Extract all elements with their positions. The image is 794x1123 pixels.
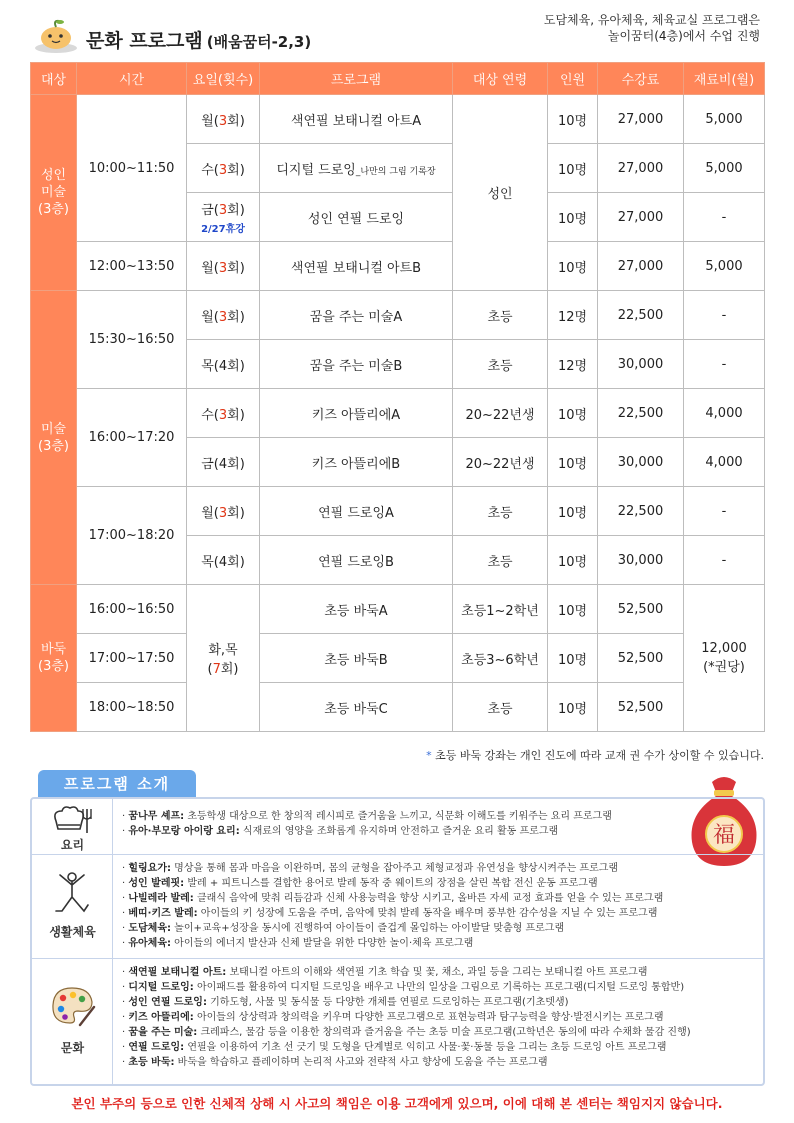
category-text: 바둑: [40, 642, 67, 657]
fee-cell: 30,000: [598, 536, 684, 585]
col-header: 시간: [77, 63, 187, 95]
list-item: · 나빌레라 발레: 클래식 음악에 맞춰 리듬감과 신체 사용능력을 향상 시키고, 올바른 자세 교정 효과를 얻을 수 있는 프로그램: [122, 893, 664, 904]
material-cell: -: [684, 487, 765, 536]
material-cell: 5,000: [684, 144, 765, 193]
list-item: · 유아체육: 아이들의 에너지 발산과 신체 발달을 위한 다양한 놀이·체육 프로그램: [122, 938, 474, 949]
item-desc: 식재료의 영양을 조화롭게 유지하며 안전하고 즐거운 요리 활동 프로그램: [239, 826, 559, 837]
age-cell: 20~22년생: [453, 438, 548, 487]
fee-cell: 27,000: [598, 242, 684, 291]
item-desc: 연필을 이용하여 기초 선 긋기 및 도형을 단계별로 익히고 사물·꽃·동물 등을 그리는 초등 드로잉 아트 프로그램: [184, 1042, 667, 1053]
material-cell: 5,000: [684, 95, 765, 144]
material-note: (*권당): [703, 660, 745, 675]
fee-cell: 27,000: [598, 193, 684, 242]
item-desc: 보태니컬 아트의 이해와 색연필 기초 학습 및 꽃, 채소, 과일 등을 그리는 보태니컬 아트 프로그램: [226, 967, 648, 978]
time-cell: 17:00~18:20: [77, 487, 187, 585]
day-cell: 목(4회): [187, 340, 260, 389]
intro-section-cooking: [32, 799, 763, 855]
fee-cell: 22,500: [598, 291, 684, 340]
material-cell: 4,000: [684, 389, 765, 438]
chef-hat-icon: [50, 805, 94, 835]
cooking-label: 요리: [60, 838, 85, 852]
people-cell: 10명: [548, 144, 598, 193]
life-sports-list: [122, 861, 663, 951]
count-text: 7: [212, 662, 221, 677]
fee-cell: 22,500: [598, 487, 684, 536]
item-name: 초등 바둑:: [128, 1057, 175, 1068]
count-text: 3: [218, 113, 228, 129]
item-desc: 바둑을 학습하고 플레이하며 논리적 사고와 전략적 사고 향상에 도움을 주는 프로그램: [174, 1057, 548, 1068]
count-text: 3: [218, 407, 228, 423]
program-text: 디지털 드로잉: [276, 162, 356, 178]
bag-character: 福: [712, 823, 736, 848]
fee-cell: 52,500: [598, 683, 684, 732]
fee-cell: 52,500: [598, 634, 684, 683]
program-cell: 초등 바둑C: [260, 683, 453, 732]
table-row: [31, 95, 765, 144]
life-sports-icon-cell: [32, 855, 113, 958]
culture-icon-cell: [32, 959, 113, 1084]
day-cell: 화,목 (7회): [187, 585, 260, 732]
people-cell: 10명: [548, 585, 598, 634]
program-cell: 꿈을 주는 미술B: [260, 340, 453, 389]
liability-warning: 본인 부주의 등으로 인한 신체적 상해 시 사고의 책임은 이용 고객에게 있으며, 이에 대해 본 센터는 책임지지 않습니다.: [71, 1096, 723, 1111]
list-item: · 성인 발레핏: 발레 + 피트니스를 결합한 용어로 발레 동작 중 웨이트의 장점을 살린 복합 전신 운동 프로그램: [122, 878, 598, 889]
item-name: 꿈나무 셰프:: [128, 811, 185, 822]
people-cell: 10명: [548, 536, 598, 585]
table-row: [31, 242, 765, 291]
count-text: 4: [218, 456, 228, 472]
list-item: · 키즈 아뜰리에: 아이들의 상상력과 창의력을 키우며 다양한 프로그램으로 표현능력과 탐구능력을 향상·발전시키는 프로그램: [122, 1012, 664, 1023]
cooking-list: [122, 809, 612, 839]
item-name: 베띠·키즈 발레:: [128, 908, 198, 919]
item-name: 키즈 아뜰리에:: [128, 1012, 194, 1023]
table-header-row: [31, 63, 765, 95]
age-cell: 초등: [453, 536, 548, 585]
item-name: 꿈을 주는 미술:: [128, 1027, 198, 1038]
list-item: · 베띠·키즈 발레: 아이들의 키 성장에 도움을 주며, 음악에 맞춰 발레 동작을 배우며 풍부한 감수성을 지닐 수 있는 프로그램: [122, 908, 658, 919]
people-cell: 10명: [548, 634, 598, 683]
program-cell: 꿈을 주는 미술A: [260, 291, 453, 340]
table-row: [31, 585, 765, 634]
list-item: · 성인 연필 드로잉: 기하도형, 사물 및 동식물 등 다양한 개체를 연필로 드로잉하는 프로그램(기초뎃생): [122, 997, 569, 1008]
fee-cell: 30,000: [598, 438, 684, 487]
day-text: 수: [201, 407, 214, 423]
count-text: 3: [218, 505, 228, 521]
item-desc: 발레 + 피트니스를 결합한 용어로 발레 동작 중 웨이트의 장점을 살린 복합 전신 운동 프로그램: [184, 878, 598, 889]
item-desc: 크레파스, 물감 등을 이용한 창의력과 즐거움을 주는 초등 미술 프로그램(고학년은 동의에 따라 수채화 물감 진행): [197, 1027, 691, 1038]
baduk-footnote: [0, 747, 764, 763]
category-text: 미술: [40, 185, 67, 200]
people-cell: 10명: [548, 193, 598, 242]
category-text: 성인: [40, 168, 67, 183]
item-name: 도담체육:: [128, 923, 171, 934]
item-name: 연필 드로잉:: [128, 1042, 185, 1053]
age-cell: 초등3~6학년: [453, 634, 548, 683]
yoga-pose-icon: [54, 871, 90, 917]
age-cell: 초등1~2학년: [453, 585, 548, 634]
list-item: · 꿈나무 셰프: 초등학생 대상으로 한 창의적 레시피로 즐거움을 느끼고, 식문화 이해도를 키워주는 요리 프로그램: [122, 811, 612, 822]
day-cell: 금(4회): [187, 438, 260, 487]
fee-cell: 22,500: [598, 389, 684, 438]
list-item: · 힐링요가: 명상을 통해 몸과 마음을 이완하며, 몸의 균형을 잡아주고 체형교정과 유연성을 향상시켜주는 프로그램: [122, 863, 619, 874]
day-cell: 수(3회): [187, 389, 260, 438]
time-cell: 10:00~11:50: [77, 95, 187, 242]
list-item: · 꿈을 주는 미술: 크레파스, 물감 등을 이용한 창의력과 즐거움을 주는 초등 미술 프로그램(고학년은 동의에 따라 수채화 물감 진행): [122, 1027, 691, 1038]
category-text: (3층): [38, 438, 69, 454]
time-cell: 17:00~17:50: [77, 634, 187, 683]
day-text: 화,목: [208, 643, 238, 658]
title-main: 문화 프로그램: [86, 30, 203, 52]
day-text: 목: [201, 554, 214, 570]
count-text: 3: [218, 309, 228, 325]
program-cell: 색연필 보태니컬 아트B: [260, 242, 453, 291]
holiday-note: 2/27휴강: [201, 224, 245, 235]
item-name: 디지털 드로잉:: [128, 982, 194, 993]
intro-section-culture: [32, 959, 763, 1084]
item-name: 색연필 보태니컬 아트:: [128, 967, 227, 978]
program-cell: 키즈 아뜰리에A: [260, 389, 453, 438]
program-intro-tab: 프로그램 소개: [38, 770, 196, 798]
fee-cell: 27,000: [598, 144, 684, 193]
footnote-star: *: [426, 749, 432, 762]
col-header: 대상 연령: [453, 63, 548, 95]
col-header: 요일(횟수): [187, 63, 260, 95]
item-desc: 명상을 통해 몸과 마음을 이완하며, 몸의 균형을 잡아주고 체형교정과 유연성을 향상시켜주는 프로그램: [171, 863, 619, 874]
item-desc: 기하도형, 사물 및 동식물 등 다양한 개체를 연필로 드로잉하는 프로그램(기초뎃생): [206, 997, 569, 1008]
table-row: [31, 389, 765, 438]
age-cell: 초등: [453, 487, 548, 536]
col-header: 인원: [548, 63, 598, 95]
day-cell: 월(3회): [187, 242, 260, 291]
time-cell: 16:00~17:20: [77, 389, 187, 487]
table-row: [31, 291, 765, 340]
list-item: · 도담체육: 놀이+교육+성장을 동시에 진행하여 아이들이 즐겁게 몰입하는 아이발달 맞춤형 프로그램: [122, 923, 565, 934]
material-cell: -: [684, 193, 765, 242]
table-row: [31, 683, 765, 732]
day-text: 월: [201, 113, 214, 129]
day-text: 월: [201, 260, 214, 276]
table-row: [31, 487, 765, 536]
list-item: · 디지털 드로잉: 아이패드를 활용하여 디지털 드로잉을 배우고 나만의 일상을 그림으로 기록하는 프로그램(디지털 드로잉 통합반): [122, 982, 685, 993]
item-desc: 초등학생 대상으로 한 창의적 레시피로 즐거움을 느끼고, 식문화 이해도를 키워주는 요리 프로그램: [184, 811, 612, 822]
time-cell: 15:30~16:50: [77, 291, 187, 389]
people-cell: 10명: [548, 389, 598, 438]
list-item: · 초등 바둑: 바둑을 학습하고 플레이하며 논리적 사고와 전략적 사고 향상에 도움을 주는 프로그램: [122, 1057, 548, 1068]
fee-cell: 30,000: [598, 340, 684, 389]
list-item: · 색연필 보태니컬 아트: 보태니컬 아트의 이해와 색연필 기초 학습 및 꽃, 채소, 과일 등을 그리는 보태니컬 아트 프로그램: [122, 967, 648, 978]
day-text: 월: [201, 505, 214, 521]
col-header: 재료비(월): [684, 63, 765, 95]
header-note-line2: 놀이꿈터(4층)에서 수업 진행: [607, 29, 760, 43]
day-text: 목: [201, 358, 214, 374]
page-header: [0, 0, 794, 60]
item-name: 성인 발레핏:: [128, 878, 185, 889]
item-desc: 놀이+교육+성장을 동시에 진행하여 아이들이 즐겁게 몰입하는 아이발달 맞춤형 프로그램: [171, 923, 565, 934]
item-desc: 아이들의 상상력과 창의력을 키우며 다양한 프로그램으로 표현능력과 탐구능력을 향상·발전시키는 프로그램: [193, 1012, 664, 1023]
material-cell: 5,000: [684, 242, 765, 291]
age-cell: 초등: [453, 340, 548, 389]
item-name: 나빌레라 발레:: [128, 893, 194, 904]
list-item: · 유아·부모랑 아이랑 요리: 식재료의 영양을 조화롭게 유지하며 안전하고 즐거운 요리 활동 프로그램: [122, 826, 559, 837]
count-text: 4: [218, 554, 228, 570]
list-item: · 연필 드로잉: 연필을 이용하여 기초 선 긋기 및 도형을 단계별로 익히고 사물·꽃·동물 등을 그리는 초등 드로잉 아트 프로그램: [122, 1042, 667, 1053]
people-cell: 10명: [548, 487, 598, 536]
col-header: 대상: [31, 63, 77, 95]
age-cell: 성인: [453, 95, 548, 291]
col-header: 프로그램: [260, 63, 453, 95]
category-adult-art: [31, 95, 77, 291]
item-name: 유아체육:: [128, 938, 171, 949]
paint-palette-icon: [50, 985, 96, 1027]
program-cell: 성인 연필 드로잉: [260, 193, 453, 242]
day-cell: 월(3회): [187, 95, 260, 144]
table-row: [31, 634, 765, 683]
fee-cell: 52,500: [598, 585, 684, 634]
day-text: 금: [201, 456, 214, 472]
life-sports-label: 생활체육: [49, 925, 96, 939]
item-desc: 아이들의 에너지 발산과 신체 발달을 위한 다양한 놀이·체육 프로그램: [171, 938, 474, 949]
people-cell: 12명: [548, 340, 598, 389]
program-cell: [260, 144, 453, 193]
program-intro-box: [30, 797, 765, 1086]
culture-label: 문화: [60, 1041, 85, 1055]
people-cell: 10명: [548, 438, 598, 487]
time-cell: 18:00~18:50: [77, 683, 187, 732]
day-text: 금: [201, 203, 214, 218]
people-cell: 10명: [548, 242, 598, 291]
program-subtext: _나만의 그림 기록장: [355, 166, 436, 177]
item-desc: 아이들의 키 성장에 도움을 주며, 음악에 맞춰 발레 동작을 배우며 풍부한 감수성을 지닐 수 있는 프로그램: [197, 908, 658, 919]
item-desc: 클래식 음악에 맞춰 리듬감과 신체 사용능력을 향상 시키고, 올바른 자세 교정 효과를 얻을 수 있는 프로그램: [193, 893, 664, 904]
program-cell: 연필 드로잉B: [260, 536, 453, 585]
fee-cell: 27,000: [598, 95, 684, 144]
program-cell: 초등 바둑A: [260, 585, 453, 634]
material-cell: -: [684, 291, 765, 340]
day-text: 월: [201, 309, 214, 325]
cooking-icon-cell: [32, 799, 113, 854]
time-cell: 12:00~13:50: [77, 242, 187, 291]
people-cell: 12명: [548, 291, 598, 340]
culture-list: [122, 965, 691, 1070]
time-cell: 16:00~16:50: [77, 585, 187, 634]
item-name: 성인 연필 드로잉:: [128, 997, 207, 1008]
mascot-logo-icon: [33, 18, 79, 54]
day-cell: 목(4회): [187, 536, 260, 585]
header-note-line1: 도담체육, 유아체육, 체육교실 프로그램은: [543, 13, 760, 27]
category-text: (3층): [38, 659, 69, 674]
page-title: [86, 26, 311, 53]
day-cell: 월(3회): [187, 487, 260, 536]
category-art: [31, 291, 77, 585]
header-note: [544, 12, 760, 44]
age-cell: 초등: [453, 683, 548, 732]
people-cell: 10명: [548, 95, 598, 144]
footnote-text: 초등 바둑 강좌는 개인 진도에 따라 교재 권 수가 상이할 수 있습니다.: [435, 749, 764, 762]
count-text: 3: [218, 162, 228, 178]
people-cell: 10명: [548, 683, 598, 732]
age-cell: 20~22년생: [453, 389, 548, 438]
day-cell: 월(3회): [187, 291, 260, 340]
program-cell: 키즈 아뜰리에B: [260, 438, 453, 487]
title-sub: (배움꿈터-2,3): [206, 33, 312, 51]
count-text: 4: [218, 358, 228, 374]
material-cell: [684, 585, 765, 732]
program-cell: 연필 드로잉A: [260, 487, 453, 536]
category-text: 미술: [40, 421, 67, 437]
day-cell: 금(3회) 2/27휴강: [187, 193, 260, 242]
material-cell: -: [684, 340, 765, 389]
count-text: 3: [218, 203, 228, 218]
program-cell: 초등 바둑B: [260, 634, 453, 683]
age-cell: 초등: [453, 291, 548, 340]
col-header: 수강료: [598, 63, 684, 95]
day-text: 수: [201, 162, 214, 178]
intro-section-life-sports: [32, 855, 763, 959]
day-cell: 수(3회): [187, 144, 260, 193]
item-name: 힐링요가:: [128, 863, 171, 874]
program-cell: 색연필 보태니컬 아트A: [260, 95, 453, 144]
schedule-table: [30, 62, 765, 732]
category-text: (3층): [38, 202, 69, 217]
material-text: 12,000: [701, 641, 747, 656]
item-desc: 아이패드를 활용하여 디지털 드로잉을 배우고 나만의 일상을 그림으로 기록하는 프로그램(디지털 드로잉 통합반): [193, 982, 685, 993]
count-text: 3: [218, 260, 228, 276]
item-name: 유아·부모랑 아이랑 요리:: [128, 826, 240, 837]
material-cell: 4,000: [684, 438, 765, 487]
material-cell: -: [684, 536, 765, 585]
category-baduk: [31, 585, 77, 732]
